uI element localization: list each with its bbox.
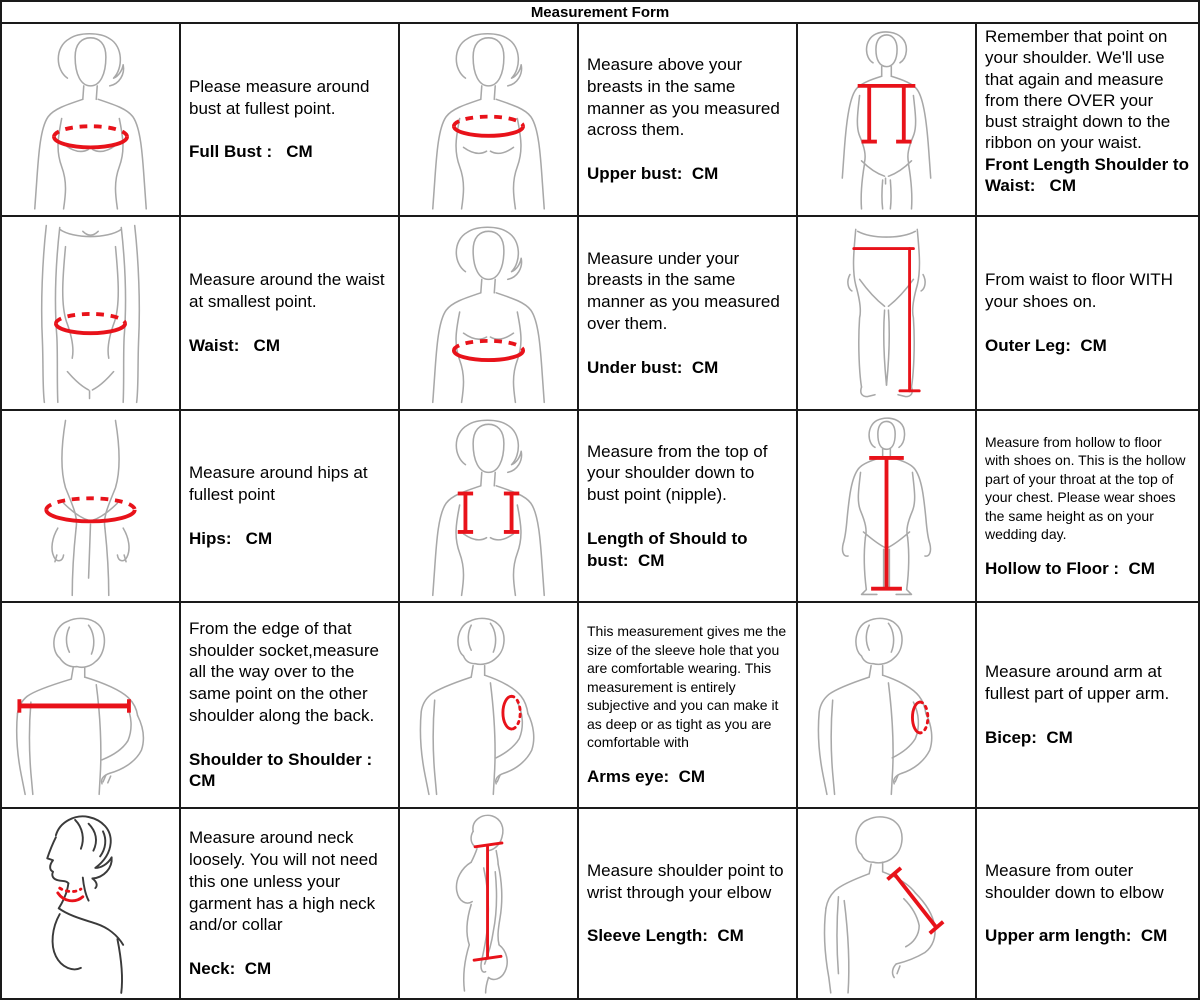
figure-cell-waist [2, 217, 181, 411]
waist-figure-sketch [4, 219, 177, 407]
instruction-cell-waist [181, 217, 400, 411]
figure-cell-shoulder-to-shoulder [2, 603, 181, 809]
instruction-cell-bicep [977, 603, 1198, 809]
figure-cell-full-bust [2, 24, 181, 217]
figure-cell-outer-leg [798, 217, 977, 411]
instruction-text: Measure above your breasts in the same manner as you measured across them. [587, 55, 780, 140]
measurement-label: Sleeve Length: CM [587, 926, 744, 946]
shoulder-to-bust-figure-sketch [402, 413, 575, 599]
figure-cell-upper-arm-length [798, 809, 977, 998]
instruction-cell-sleeve-length [579, 809, 798, 998]
instruction-text: Measure around neck loosely. You will not need this one unless your garment has a high neck and/or collar [189, 828, 378, 935]
measurement-label: Outer Leg: CM [985, 335, 1107, 355]
measurement-label: Waist: CM [189, 335, 280, 355]
figure-cell-under-bust [400, 217, 579, 411]
measurement-label: Full Bust : CM [189, 142, 313, 162]
instruction-text: Measure shoulder point to wrist through your elbow [587, 860, 784, 902]
hollow-to-floor-figure-sketch [800, 413, 973, 599]
figure-cell-bicep [798, 603, 977, 809]
under-bust-figure-sketch [402, 219, 575, 407]
figure-cell-arms-eye [400, 603, 579, 809]
instruction-text: Measure around arm at fullest part of upper arm. [985, 662, 1170, 704]
measurement-label: Upper bust: CM [587, 164, 719, 184]
front-length-figure-sketch [800, 26, 973, 213]
measurement-label: Upper arm length: CM [985, 926, 1168, 946]
measurement-label: Length of Should to bust: CM [587, 528, 753, 570]
neck-figure-sketch [4, 811, 177, 996]
instruction-cell-upper-arm-length [977, 809, 1198, 998]
full-bust-figure-sketch [4, 26, 177, 213]
instruction-text: Measure from hollow to floor with shoes on. This is the hollow part of your throat at the top of your chest. Please wear shoes the same height as on your wedding day. [985, 433, 1186, 543]
measurement-label: Bicep: CM [985, 727, 1073, 747]
figure-cell-shoulder-to-bust [400, 411, 579, 603]
measurement-label: Under bust: CM [587, 357, 719, 377]
arms-eye-figure-sketch [402, 605, 575, 805]
hips-figure-sketch [4, 413, 177, 599]
measurement-label: Front Length Shoulder to Waist: CM [985, 154, 1194, 195]
instruction-text: From the edge of that shoulder socket,measure all the way over to the same point on the other shoulder along the back. [189, 618, 379, 725]
instruction-text: Measure from the top of your shoulder down to bust point (nipple). [587, 441, 768, 505]
instruction-cell-arms-eye [579, 603, 798, 809]
instruction-cell-hollow-to-floor [977, 411, 1198, 603]
instruction-cell-upper-bust [579, 24, 798, 217]
measurement-label: Hollow to Floor : CM [985, 558, 1155, 578]
measurement-label: Arms eye: CM [587, 766, 706, 786]
instruction-text: Measure under your breasts in the same manner as you measured over them. [587, 248, 780, 333]
figure-cell-upper-bust [400, 24, 579, 217]
measurement-label: Hips: CM [189, 528, 273, 548]
instruction-text: Measure from outer shoulder down to elbow [985, 860, 1164, 902]
outer-leg-figure-sketch [800, 219, 973, 407]
instruction-cell-outer-leg [977, 217, 1198, 411]
instruction-cell-shoulder-to-bust [579, 411, 798, 603]
instruction-text: From waist to floor WITH your shoes on. [985, 270, 1173, 312]
figure-cell-sleeve-length [400, 809, 579, 998]
upper-bust-figure-sketch [402, 26, 575, 213]
instruction-text: Please measure around bust at fullest point. [189, 76, 370, 118]
shoulder-to-shoulder-figure-sketch [4, 605, 177, 805]
page-title: Measurement Form [2, 2, 1198, 24]
instruction-cell-front-length [977, 24, 1198, 217]
measurement-label: Neck: CM [189, 959, 272, 978]
instruction-cell-shoulder-to-shoulder [181, 603, 400, 809]
instruction-text: Measure around the waist at smallest point. [189, 270, 385, 312]
figure-cell-hips [2, 411, 181, 603]
figure-cell-hollow-to-floor [798, 411, 977, 603]
figure-cell-front-length [798, 24, 977, 217]
instruction-text: Remember that point on your shoulder. We'll use that again and measure from there OVER your bust straight down to the ribbon on your waist. [985, 27, 1171, 153]
instruction-cell-neck [181, 809, 400, 998]
instruction-cell-full-bust [181, 24, 400, 217]
instruction-text: This measurement gives me the size of the sleeve hole that you are comfortable wearing. This measurement is entirely subjective and you can make it as deep or as tight as you are comfortable with [587, 623, 787, 751]
bicep-figure-sketch [800, 605, 973, 805]
instruction-cell-hips [181, 411, 400, 603]
instruction-text: Measure around hips at fullest point [189, 463, 368, 505]
figure-cell-neck [2, 809, 181, 998]
upper-arm-length-figure-sketch [800, 811, 973, 996]
sleeve-length-figure-sketch [402, 811, 575, 996]
measurement-label: Shoulder to Shoulder : CM [189, 749, 377, 791]
instruction-cell-under-bust [579, 217, 798, 411]
